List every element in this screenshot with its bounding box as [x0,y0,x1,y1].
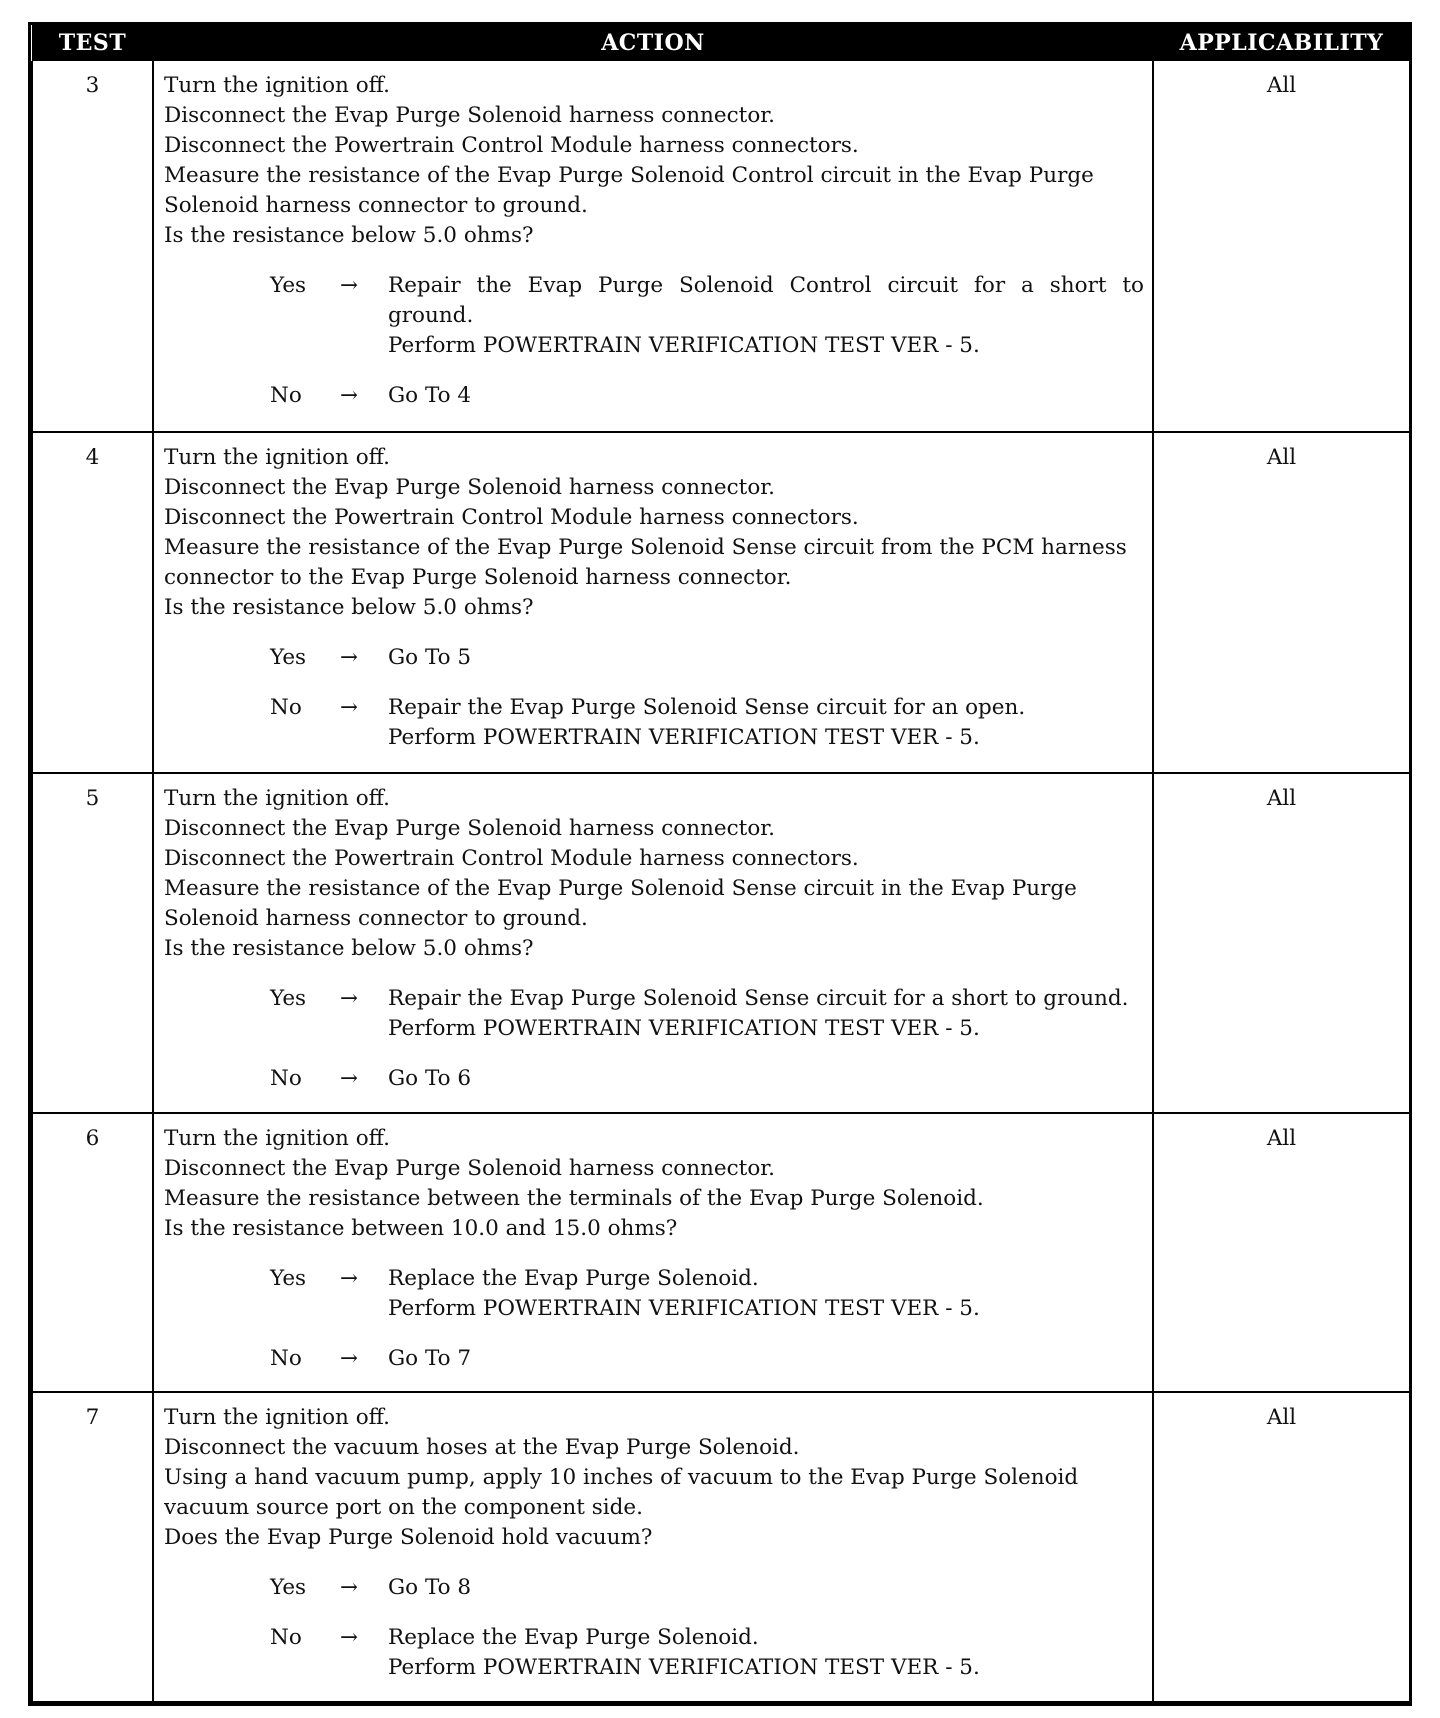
result-text [388,1623,1144,1683]
applicability: All [1153,1113,1410,1392]
result-text [388,693,1144,753]
right-arrow-icon: → [340,1625,359,1651]
action-cell [153,773,1153,1114]
result-line: Go To 5 [388,644,472,670]
result-line: Replace the Evap Purge Solenoid. [388,1266,759,1292]
result-label: No [270,694,302,720]
right-arrow-icon: → [340,985,359,1011]
result-yes [164,984,1144,1044]
action-step: Is the resistance below 5.0 ohms? [164,223,534,248]
right-arrow-icon: → [340,273,359,298]
result-text [388,643,1144,673]
action-cell [153,432,1153,773]
action-step: Turn the ignition off. [164,785,390,811]
right-arrow-icon: → [340,383,359,408]
result-label: No [270,1065,302,1091]
action-cell [153,61,1153,432]
result-line: Go To 6 [388,1065,472,1091]
result-text [388,381,1144,411]
result-line: Perform POWERTRAIN VERIFICATION TEST VER - 5. [388,1655,980,1681]
result-line: Repair the Evap Purge Solenoid Sense circuit for an open. [388,694,1026,720]
result-line: Repair the Evap Purge Solenoid Sense circuit for a short to ground. [388,985,1129,1011]
action-step: Measure the resistance of the Evap Purge Solenoid Sense circuit in the Evap Purge Solenoid harness connector to ground. [164,875,1077,931]
result-no [164,381,1144,411]
test-number: 5 [32,773,153,1114]
action-step: Disconnect the Powertrain Control Module harness connectors. [164,845,859,871]
result-yes [164,1573,1144,1603]
result-text [388,1573,1144,1603]
table-row [32,61,1410,432]
test-number: 7 [32,1392,153,1702]
result-no [164,1623,1144,1683]
table-row [32,773,1410,1114]
action-cell [153,1392,1153,1702]
action-step: Turn the ignition off. [164,1126,390,1152]
action-step: Does the Evap Purge Solenoid hold vacuum? [164,1525,653,1551]
action-step: Turn the ignition off. [164,73,390,98]
action-step: Disconnect the Evap Purge Solenoid harness connector. [164,474,776,500]
action-step: Measure the resistance of the Evap Purge Solenoid Control circuit in the Evap Purge Solenoid harness connector to ground. [164,163,1094,218]
action-step: Disconnect the Powertrain Control Module harness connectors. [164,504,859,530]
applicability: All [1153,61,1410,432]
test-number: 6 [32,1113,153,1392]
table-row [32,1113,1410,1392]
result-no [164,1064,1144,1094]
header-action: ACTION [153,25,1153,61]
action-step: Using a hand vacuum pump, apply 10 inches of vacuum to the Evap Purge Solenoid vacuum source port on the component side. [164,1465,1079,1521]
result-text [388,1064,1144,1094]
action-step: Disconnect the Evap Purge Solenoid harness connector. [164,103,776,128]
result-no [164,1344,1144,1374]
action-step: Turn the ignition off. [164,444,390,470]
result-yes [164,643,1144,673]
result-yes [164,1264,1144,1324]
result-line: Perform POWERTRAIN VERIFICATION TEST VER - 5. [388,1015,980,1041]
test-number: 3 [32,61,153,432]
applicability: All [1153,1392,1410,1702]
result-yes [164,271,1144,361]
result-line: Perform POWERTRAIN VERIFICATION TEST VER - 5. [388,333,980,358]
right-arrow-icon: → [340,644,359,670]
action-step: Disconnect the Evap Purge Solenoid harness connector. [164,815,776,841]
result-label: Yes [270,1575,307,1601]
test-table [31,25,1411,1703]
right-arrow-icon: → [340,1266,359,1292]
result-label: Yes [270,985,307,1011]
table-body [32,61,1410,1702]
result-label: Yes [270,644,307,670]
action-step: Is the resistance below 5.0 ohms? [164,935,534,961]
result-text [388,1344,1144,1374]
table-row [32,1392,1410,1702]
action-step: Disconnect the Evap Purge Solenoid harness connector. [164,1156,776,1182]
header-applicability: APPLICABILITY [1153,25,1410,61]
applicability: All [1153,773,1410,1114]
result-line: Go To 4 [388,383,472,408]
diagnostic-test-table [28,22,1412,1706]
action-step: Disconnect the vacuum hoses at the Evap Purge Solenoid. [164,1435,800,1461]
action-step: Is the resistance below 5.0 ohms? [164,594,534,620]
result-label: No [270,1625,302,1651]
applicability: All [1153,432,1410,773]
action-step: Turn the ignition off. [164,1405,390,1431]
result-text [388,271,1144,361]
result-line: Go To 8 [388,1575,472,1601]
result-line: Repair the Evap Purge Solenoid Control circuit for a short to ground. [388,273,1144,328]
action-step: Is the resistance between 10.0 and 15.0 ohms? [164,1216,678,1242]
right-arrow-icon: → [340,694,359,720]
result-text [388,984,1144,1044]
right-arrow-icon: → [340,1065,359,1091]
result-line: Perform POWERTRAIN VERIFICATION TEST VER - 5. [388,724,980,750]
action-cell [153,1113,1153,1392]
result-label: No [270,383,302,408]
result-label: No [270,1346,302,1372]
result-line: Replace the Evap Purge Solenoid. [388,1625,759,1651]
right-arrow-icon: → [340,1575,359,1601]
header-test: TEST [32,25,153,61]
table-header [32,25,1410,61]
action-step: Measure the resistance between the terminals of the Evap Purge Solenoid. [164,1186,984,1212]
test-number: 4 [32,432,153,773]
action-step: Disconnect the Powertrain Control Module harness connectors. [164,133,859,158]
result-label: Yes [270,273,307,298]
right-arrow-icon: → [340,1346,359,1372]
result-label: Yes [270,1266,307,1292]
table-row [32,432,1410,773]
result-line: Perform POWERTRAIN VERIFICATION TEST VER - 5. [388,1296,980,1322]
action-step: Measure the resistance of the Evap Purge Solenoid Sense circuit from the PCM harness connector to the Evap Purge Solenoid harness connector. [164,534,1127,590]
result-text [388,1264,1144,1324]
result-no [164,693,1144,753]
result-line: Go To 7 [388,1346,472,1372]
